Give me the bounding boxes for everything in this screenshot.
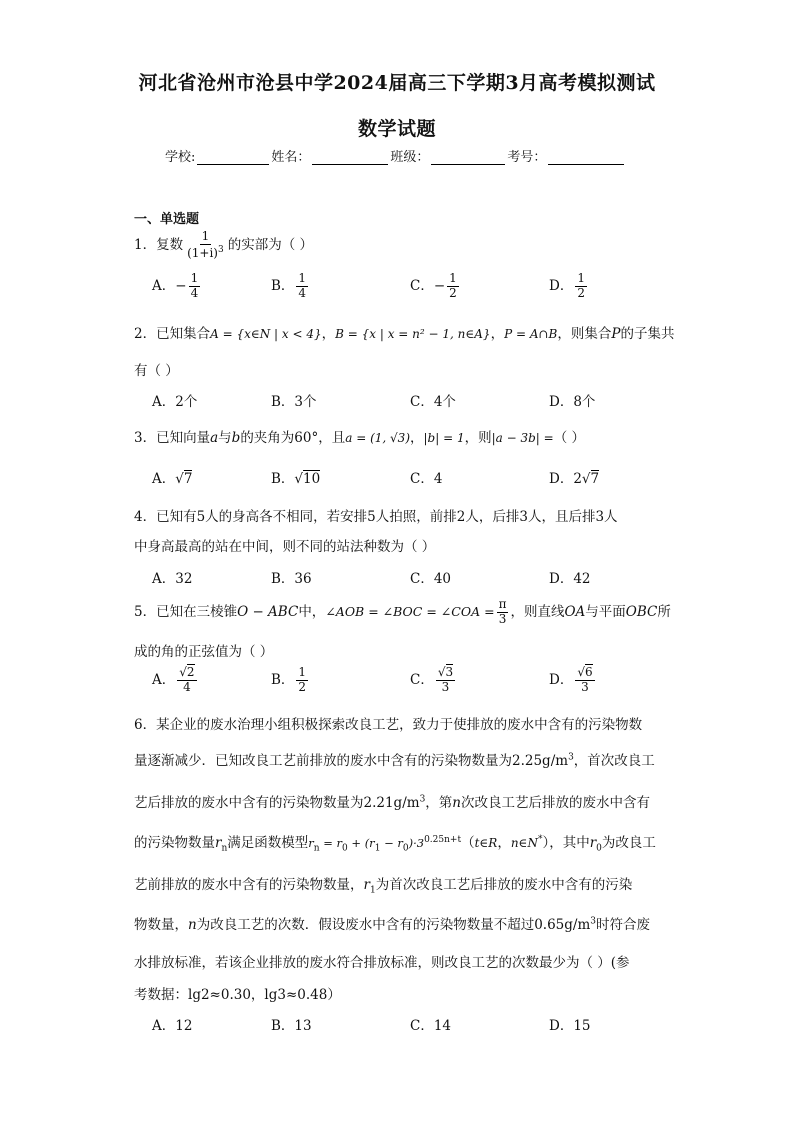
question-6-line6: 物数量，n为改良工艺的次数．假设废水中含有的污染物数量不超过$0.65g/m^3$时符合废 xyxy=(134,916,650,933)
question-5-cont: 成的角的正弦值为（ ） xyxy=(134,644,274,660)
question-6-line4: 的污染物数量$r_n$满足函数模型$r_n = r_0 + (r_1$ − $r_0)\cdot 3^{0.25n+t}(t\in R$，n∈N*），其中$r_0$为改良工 xyxy=(134,834,656,854)
exam-title: 河北省沧州市沧县中学2024届高三下学期3月高考模拟测试 xyxy=(138,72,656,94)
number-blank[interactable] xyxy=(548,150,624,165)
section-heading: 一、单选题 xyxy=(134,212,200,227)
q6-option-c[interactable]: C．14 xyxy=(410,1018,452,1034)
q1-option-d[interactable]: D． $\frac{1}{2}$ xyxy=(549,271,585,300)
q4-option-c[interactable]: C．40 xyxy=(410,571,452,587)
q2-option-c[interactable]: C．4个 xyxy=(410,394,456,410)
q5-option-b[interactable]: B． $\frac{1}{2}$ xyxy=(271,665,307,694)
q4-option-b[interactable]: B．36 xyxy=(271,571,312,587)
q6-option-b[interactable]: B．13 xyxy=(271,1018,312,1034)
name-label: 姓名： xyxy=(271,150,311,165)
question-6-line3: 艺后排放的废水中含有的污染物数量为$2.21g/m^3$，第n次改良工艺后排放的废水中含有 xyxy=(134,794,650,811)
q3-option-a[interactable]: A．√7 xyxy=(152,471,193,487)
q5-option-d[interactable]: D． $\frac{√6}{3}$ xyxy=(549,665,593,694)
question-6-line2: 量逐渐减少．已知改良工艺前排放的废水中含有的污染物数量为$2.25g/m^3$，首次改良工 xyxy=(134,752,655,769)
q6-option-a[interactable]: A．12 xyxy=(152,1018,193,1034)
q1-option-c[interactable]: C．− $\frac{1}{2}$ xyxy=(410,271,457,300)
q5-option-a[interactable]: A． $\frac{√2}{4}$ xyxy=(152,665,195,694)
q2-option-b[interactable]: B．3个 xyxy=(271,394,317,410)
school-label: 学校: xyxy=(165,150,196,165)
number-label: 考号： xyxy=(507,150,547,165)
q3-option-b[interactable]: B．√10 xyxy=(271,471,321,487)
question-5: 5．已知在三棱锥O − ABC中，∠AOB = ∠BOC = ∠COA = $\frac{\pi}{3}$ ，则直线OA与平面OBC所 xyxy=(134,597,671,626)
exam-subtitle: 数学试题 xyxy=(357,118,436,140)
q1-fraction: $\frac{1}{(1+i)^3}$ xyxy=(187,229,224,260)
q3-option-d[interactable]: D．2√7 xyxy=(549,471,600,487)
class-blank[interactable] xyxy=(431,150,505,165)
question-6: 6．某企业的废水治理小组积极探索改良工艺，致力于使排放的废水中含有的污染物数 xyxy=(134,717,643,733)
name-blank[interactable] xyxy=(312,150,388,165)
q2-option-d[interactable]: D．8个 xyxy=(549,394,596,410)
question-1: 1．复数 $\frac{1}{(1+i)^3}$ 的实部为（ ） xyxy=(134,229,314,260)
question-4-cont: 中身高最高的站在中间，则不同的站法种数为（ ） xyxy=(134,539,436,555)
q3-option-c[interactable]: C．4 xyxy=(410,471,443,487)
student-info-row xyxy=(165,146,626,165)
question-6-line8: 考数据：lg2≈0.30，lg3≈0.48） xyxy=(134,987,341,1003)
function-model: $r_n = r_0 + (r_1 - r_0)\cdot 3^{0.25n+t}$ xyxy=(308,835,462,854)
q2-option-a[interactable]: A．2个 xyxy=(152,394,198,410)
question-6-line5: 艺前排放的废水中含有的污染物数量，$r_1$为首次改良工艺后排放的废水中含有的污染 xyxy=(134,877,633,896)
q1-option-a[interactable]: A．− $\frac{1}{4}$ xyxy=(152,271,199,300)
q6-option-d[interactable]: D．15 xyxy=(549,1018,591,1034)
question-2-cont: 有（ ） xyxy=(134,363,179,379)
question-6-line7: 水排放标准，若该企业排放的废水符合排放标准，则改良工艺的次数最少为（ ）(参 xyxy=(134,955,630,971)
q4-option-d[interactable]: D．42 xyxy=(549,571,591,587)
q5-option-c[interactable]: C． $\frac{√3}{3}$ xyxy=(410,665,454,694)
question-4: 4．已知有5人的身高各不相同，若安排5人拍照，前排2人，后排3人，且后排3人 xyxy=(134,509,618,525)
class-label: 班级： xyxy=(390,150,430,165)
q1-option-b[interactable]: B． $\frac{1}{4}$ xyxy=(271,271,307,300)
question-2: 2．已知集合A = {x∈N | x < 4}，B = {x | x = n² − 1, n∈A}，P = A∩B，则集合P的子集共 xyxy=(134,326,675,342)
question-3: 3．已知向量a与b的夹角为60°，且a = (1, √3)，|b| = 1，则|a − 3b| =（ ） xyxy=(134,430,585,446)
school-blank[interactable] xyxy=(197,150,269,165)
q4-option-a[interactable]: A．32 xyxy=(152,571,193,587)
